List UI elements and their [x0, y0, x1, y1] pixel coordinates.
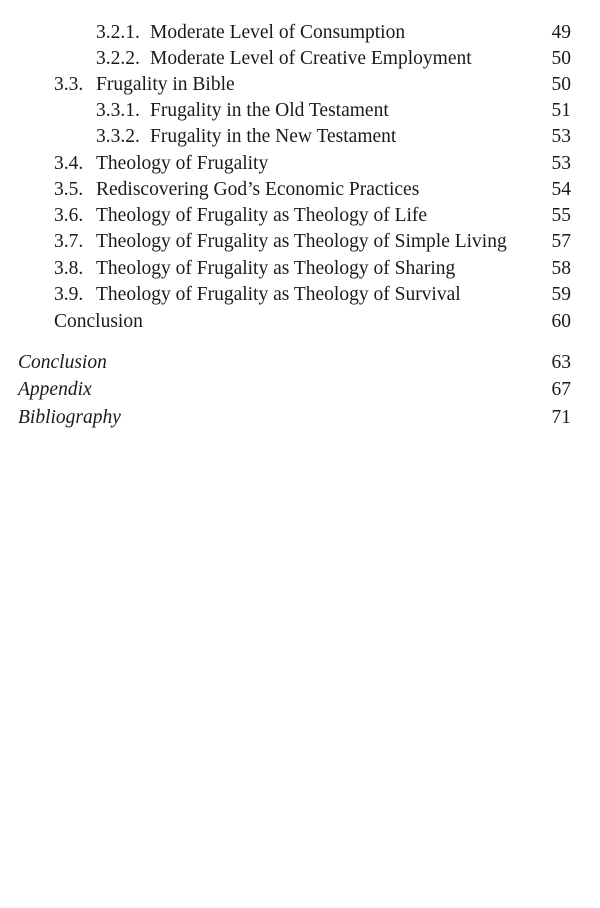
toc-entry-number: 3.2.1.: [96, 22, 140, 43]
toc-entry-page-number: 55: [551, 205, 571, 226]
toc-entry-title: Theology of Frugality as Theology of Survival: [96, 284, 461, 305]
toc-entry: [0, 72, 600, 98]
toc-entry-page-number: 57: [551, 231, 571, 252]
toc-entry-page-number: 71: [551, 407, 571, 428]
toc-entry-title: Frugality in Bible: [96, 74, 235, 95]
toc-entry-number: 3.6.: [54, 205, 84, 226]
toc-entry-number: 3.7.: [54, 231, 84, 252]
toc-entry-title: Frugality in the Old Testament: [150, 100, 389, 121]
toc-entry-page-number: 60: [551, 311, 571, 332]
toc-entry: [0, 177, 600, 203]
toc-entry-page-number: 50: [551, 74, 571, 95]
toc-entry-page-number: 54: [551, 179, 571, 200]
toc-entry-title: Appendix: [18, 379, 92, 400]
toc-entry: [0, 20, 600, 46]
toc-entry: [0, 256, 600, 282]
toc-entry-page-number: 53: [551, 126, 571, 147]
toc-entry-title: Rediscovering God’s Economic Practices: [96, 179, 420, 200]
toc-entry: [0, 98, 600, 124]
toc-entry: [0, 229, 600, 255]
toc-entry-page-number: 53: [551, 153, 571, 174]
toc-entry: [0, 46, 600, 72]
toc-entry-number: 3.3.2.: [96, 126, 140, 147]
toc-entry: [0, 405, 600, 431]
toc-entry-title: Bibliography: [18, 407, 121, 428]
toc-entry-page-number: 58: [551, 258, 571, 279]
toc-entry-title: Frugality in the New Testament: [150, 126, 397, 147]
toc-entry-title: Theology of Frugality as Theology of Life: [96, 205, 428, 226]
toc-entry-page-number: 59: [551, 284, 571, 305]
toc-entry-title: Theology of Frugality: [96, 153, 269, 174]
toc-entry-title: Theology of Frugality as Theology of Simple Living: [96, 231, 507, 252]
toc-entry-title: Theology of Frugality as Theology of Sharing: [96, 258, 456, 279]
toc-entry-number: 3.3.1.: [96, 100, 140, 121]
toc-entry-number: 3.3.: [54, 74, 84, 95]
toc-entry: [0, 282, 600, 308]
toc-entry-page-number: 63: [551, 352, 571, 373]
toc-entry: [0, 377, 600, 403]
toc-entry-number: 3.9.: [54, 284, 84, 305]
toc-entry-title: Conclusion: [54, 311, 143, 332]
toc-entry: [0, 350, 600, 376]
toc-entry: [0, 124, 600, 150]
toc-entry: [0, 309, 600, 335]
toc-entry-title: Moderate Level of Creative Employment: [150, 48, 472, 69]
toc-entry-title: Moderate Level of Consumption: [150, 22, 406, 43]
toc-entry-number: 3.8.: [54, 258, 84, 279]
toc-entry-title: Conclusion: [18, 352, 107, 373]
toc-entry-page-number: 50: [551, 48, 571, 69]
toc-entry-number: 3.4.: [54, 153, 84, 174]
toc-entry: [0, 151, 600, 177]
toc-entry-number: 3.5.: [54, 179, 84, 200]
toc-entry-page-number: 51: [551, 100, 571, 121]
toc-entry-page-number: 67: [551, 379, 571, 400]
toc-entry-number: 3.2.2.: [96, 48, 140, 69]
toc-entry: [0, 203, 600, 229]
toc-entry-page-number: 49: [551, 22, 571, 43]
